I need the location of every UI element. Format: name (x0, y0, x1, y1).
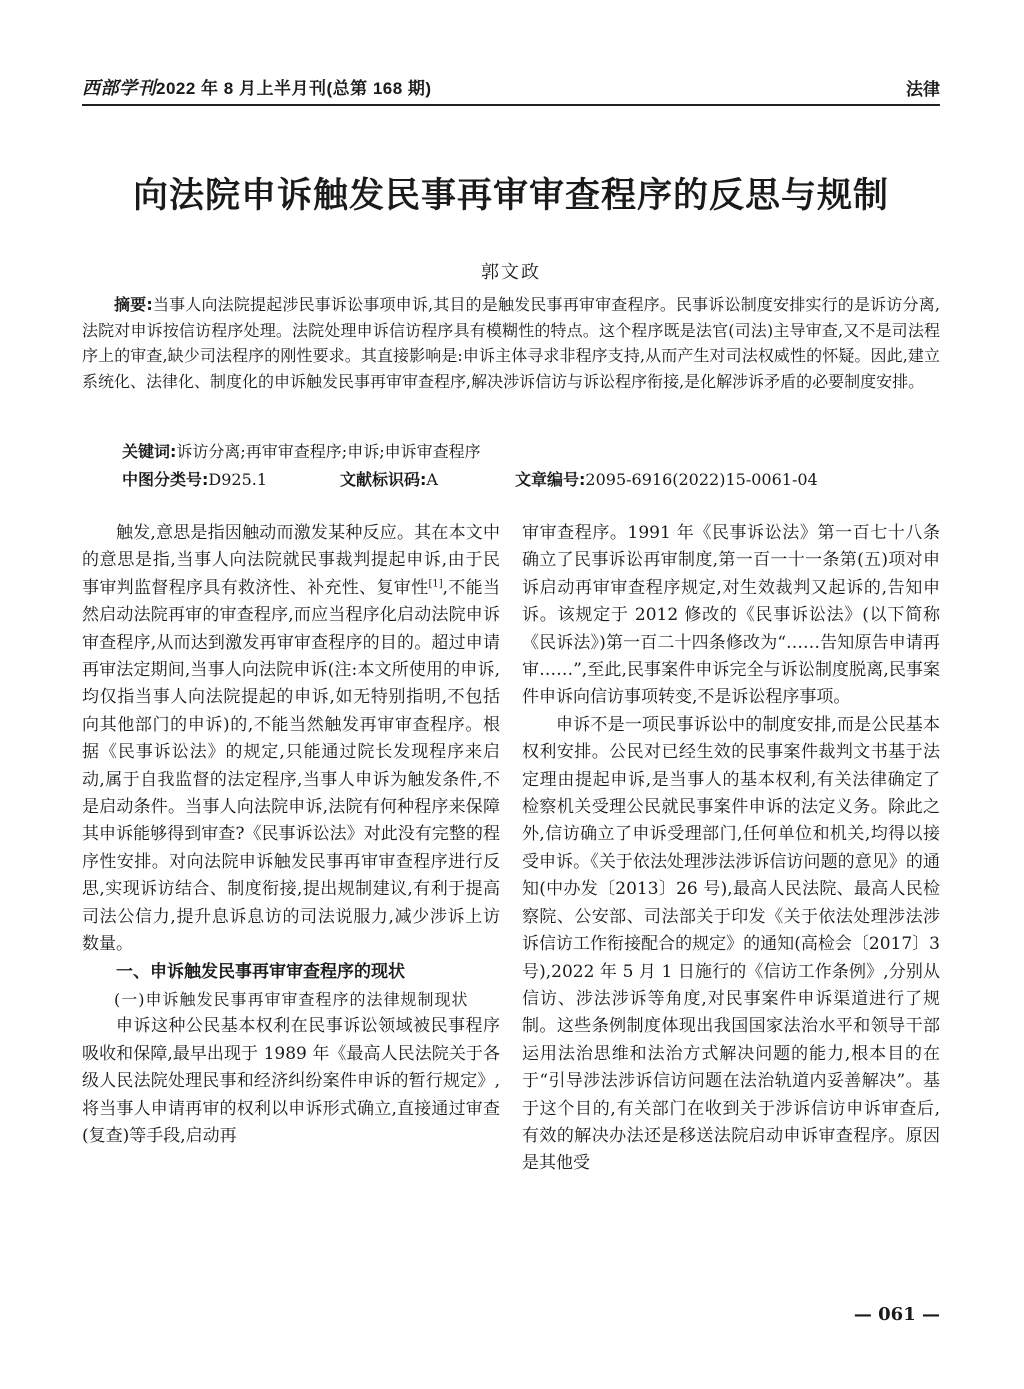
paragraph: 审审查程序。1991 年《民事诉讼法》第一百七十八条确立了民事诉讼再审制度,第一百一十一条第(五)项对申诉启动再审审查程序规定,对生效裁判又起诉的,告知申诉。该规定于 2012 修改的《民事诉讼法》(以下简称《民诉法》)第一百二十四条修改为“……告知原告申请再审……”,至此,民事案件申诉完全与诉讼制度脱离,民事案件申诉向信访事项转变,不是诉讼程序事项。 (522, 523, 940, 708)
paragraph (82, 520, 500, 959)
abstract (82, 292, 940, 394)
reference-marker: [1] (428, 578, 443, 590)
paragraph: 申诉不是一项民事诉讼中的制度安排,而是公民基本权利安排。公民对已经生效的民事案件裁判文书基于法定理由提起申诉,是当事人的基本权利,有关法律确定了检察机关受理公民就民事案件申诉的法定义务。除此之外,信访确立了申诉受理部门,任何单位和机关,均得以接受申诉。《关于依法处理涉法涉诉信访问题的意见》的通知(中办发〔2013〕26 号),最高人民法院、最高人民检察院、公安部、司法部关于印发《关于依法处理涉法涉诉信访工作衔接配合的规定》的通知(高检会〔2017〕3 号),2022 年 5 月 1 日施行的《信访工作条例》,分别从信访、涉法涉诉等角度,对民事案件申诉渠道进行了规制。这些条例制度体现出我国国家法治水平和领导干部运用法治思维和法治方式解决问题的能力,根本目的在于“引导涉法涉诉信访问题在法治轨道内妥善解决”。基于这个目的,有关部门在收到关于涉诉信访申诉审查后,有效的解决办法还是移送法院启动申诉审查程序。原因是其他受 (522, 714, 940, 1174)
article-title: 向法院申诉触发民事再审审查程序的反思与规制 (132, 176, 889, 216)
keywords-text: 诉访分离;再审审查程序;申诉;申诉审查程序 (176, 442, 481, 461)
classification-line (122, 468, 940, 492)
page-number: — 061 — (853, 1304, 940, 1325)
article-label: 文章编号: (515, 470, 586, 489)
doc-value: A (426, 470, 438, 489)
keywords-label: 关键词: (122, 442, 177, 461)
body-left-column (82, 520, 500, 1150)
clc-value: D925.1 (208, 470, 268, 489)
document-code (340, 468, 515, 492)
section-heading: 一、申诉触发民事再审审查程序的现状 (116, 961, 405, 982)
section-name: 法律 (906, 80, 940, 99)
abstract-text: 当事人向法院提起涉民事诉讼事项申诉,其目的是触发民事再审审查程序。民事诉讼制度安排实行的是诉访分离,法院对申诉按信访程序处理。法院处理申诉信访程序具有模糊性的特点。这个程序既是法官(司法)主导审查,又不是司法程序上的审查,缺少司法程序的刚性要求。其直接影响是:申诉主体寻求非程序支持,从而产生对司法权威性的怀疑。因此,建立系统化、法律化、制度化的申诉触发民事再审审查程序,解决涉诉信访与诉讼程序衔接,是化解涉诉矛盾的必要制度安排。 (82, 295, 940, 391)
author-name: 郭文政 (481, 262, 541, 283)
clc-label: 中图分类号: (122, 470, 209, 489)
running-header (82, 70, 940, 106)
article-number (515, 468, 818, 492)
abstract-label: 摘要: (114, 295, 153, 314)
article-value: 2095-6916(2022)15-0061-04 (585, 470, 818, 489)
doc-label: 文献标识码: (340, 470, 427, 489)
clc-number (122, 468, 340, 492)
paragraph: 申诉这种公民基本权利在民事诉讼领域被民事程序吸收和保障,最早出现于 1989 年《最高人民法院关于各级人民法院处理民事和经济纠纷案件申诉的暂行规定》,将当事人申请再审的权利以申诉形式确立,直接通过审查(复查)等手段,启动再 (82, 1016, 500, 1146)
journal-issue (82, 74, 432, 100)
body-right-column (522, 520, 940, 1178)
keywords (122, 440, 940, 464)
paragraph-text: 触发,意思是指因触动而激发某种反应。其在本文中的意思是指,当事人向法院就民事裁判提起申诉,由于民事审判监督程序具有救济性、补充性、复审性 (82, 523, 500, 598)
subsection-heading: (一)申诉触发民事再审审查程序的法律规制现状 (114, 989, 469, 1009)
paragraph-text: ,不能当然启动法院再审的审查程序,而应当程序化启动法院申诉审查程序,从而达到激发再审审查程序的目的。超过申请再审法定期间,当事人向法院申诉(注:本文所使用的申诉,均仅指当事人向法院提起的申诉,如无特别指明,不包括向其他部门的申诉)的,不能当然触发再审审查程序。根据《民事诉讼法》的规定,只能通过院长发现程序来启动,属于自我监督的法定程序,当事人申诉为触发条件,不是启动条件。当事人向法院申诉,法院有何种程序来保障其申诉能够得到审查?《民事诉讼法》对此没有完整的程序性安排。对向法院申诉触发民事再审审查程序进行反思,实现诉访结合、制度衔接,提出规制建议,有利于提高司法公信力,提升息诉息访的司法说服力,减少涉诉上访数量。 (82, 577, 500, 955)
journal-issue-text: 2022 年 8 月上半月刊(总第 168 期) (156, 79, 432, 98)
journal-logo: 西部学刊 (82, 78, 156, 99)
